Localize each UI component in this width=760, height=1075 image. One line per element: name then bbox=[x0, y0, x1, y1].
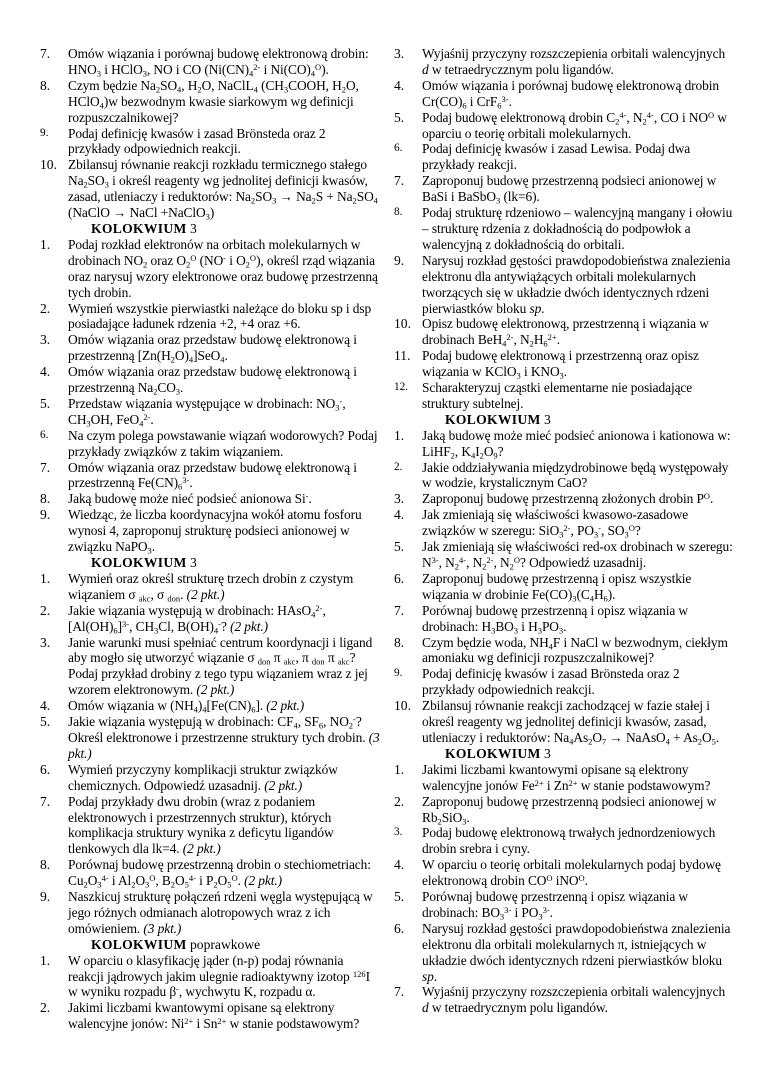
question-text: Wyjaśnij przyczyny rozszczepienia orbitali walencyjnych d w tetraedrycznym polu ligandów. bbox=[422, 984, 726, 1016]
question-item bbox=[394, 110, 734, 142]
question-text: Omów wiązania oraz przedstaw budowę elektronową i przestrzenną $Fe(CN)_6^{3-}$. bbox=[68, 459, 357, 492]
question-number: 1. bbox=[40, 236, 51, 252]
question-item bbox=[40, 126, 380, 158]
question-text: Porównaj budowę przestrzenną i opisz wiązania w drobinach: $BO_3^{3-}$ i $PO_3^{3-}$. bbox=[422, 889, 688, 922]
question-item bbox=[40, 428, 380, 460]
question-item bbox=[394, 380, 734, 412]
question-text: Porównaj budowę przestrzenną drobin o stechiometriach: $Cu_2O_3^{4-}$ i $Al_2O_3^O$, $B_2O_5^{4-}$ i $P_2O_5^O$. (2 pkt.) bbox=[68, 857, 371, 890]
question-text: Omów wiązania w $(NH_4)_4[Fe(CN)_6]$. (2 pkt.) bbox=[68, 698, 305, 715]
question-item bbox=[40, 396, 380, 428]
question-number: 1. bbox=[40, 952, 51, 968]
question-text: Jakimi liczbami kwantowymi opisane są elektrony walencyjne jonów: $Ni^{2+}$ i $Sn^{2+}$ w stanie podstawowym? bbox=[68, 1000, 360, 1032]
section-heading-bold: KOLOKWIUM bbox=[91, 555, 187, 570]
question-text: W oparciu o klasyfikację jąder (n-p) podaj równania reakcji jądrowych jakim ulegnie radioaktywny izotop $^{126}$I w wyniku rozpadu β-, wychwytu K, rozpadu α. bbox=[68, 952, 370, 1000]
question-text: Podaj budowę elektronową drobin $C_2^{4-}$, $N_2^{4-}$, CO i $NO^O$ w oparciu o teorię orbitali molekularnych. bbox=[422, 109, 727, 141]
question-number: 7. bbox=[40, 793, 51, 809]
question-number: 6. bbox=[394, 570, 405, 586]
section-heading-bold: KOLOKWIUM bbox=[91, 220, 187, 236]
question-text: Jakie wiązania występują w drobinach: HAsO$_4^{2-}$, $[Al(OH)_6]^{3-}$, $CH_3Cl$, $B(OH)_4^-$? (2 pkt.) bbox=[68, 602, 326, 636]
question-number: 9. bbox=[40, 126, 49, 139]
question-text: W oparciu o teorię orbitali molekularnych podaj bydowę elektronową drobin $CO^O$ iNO$^O$. bbox=[422, 857, 721, 889]
question-text: Jaką budowę może nieć podsieć anionowa Si-. bbox=[68, 491, 312, 507]
question-number: 11. bbox=[394, 348, 411, 364]
question-text: Zbilansuj równanie reakcji zachodzącej w fazie stałej i określ reagenty wg jednolitej definicji kwasów, zasad, utleniaczy i reduktorów: $Na_4As_2O_7$ → NaAsO$_4$ + $As_2O_5$. bbox=[422, 698, 720, 747]
question-item bbox=[40, 698, 380, 714]
question-number: 10. bbox=[40, 157, 57, 173]
question-number: 1. bbox=[394, 427, 405, 443]
question-number: 8. bbox=[394, 206, 403, 219]
section-heading bbox=[394, 412, 734, 428]
question-text: Jaką budowę może mieć podsieć anionowa i kationowa w: LiHF$_2$, $K_4I_2O_9$? bbox=[422, 427, 731, 461]
question-item bbox=[40, 714, 380, 762]
question-item bbox=[40, 46, 380, 78]
question-text: Wiedząc, że liczba koordynacyjna wokół atomu fosforu wynosi 4, zaproponuj strukturę podsieci anionowej w związku NaPO$_3$. bbox=[68, 507, 362, 556]
section-heading-suffix: 3 bbox=[186, 220, 197, 236]
question-text: Omów wiązania oraz przedstaw budowę elektronową i przestrzenną $[Zn(H_2O)_4]SeO_4$. bbox=[68, 332, 357, 365]
question-number: 8. bbox=[40, 77, 51, 93]
question-item bbox=[394, 507, 734, 539]
question-item bbox=[394, 428, 734, 460]
question-text: Zaproponuj budowę przestrzenną złożonych drobin $P^O$. bbox=[422, 491, 714, 507]
question-item bbox=[394, 825, 734, 857]
question-text: Jakie wiązania występują w drobinach: $CF_4$, $SF_6$, $NO_2^-$? Określ elektronowe i przestrzenne struktury tych drobin. (3 pkt.) bbox=[68, 714, 380, 761]
question-item bbox=[40, 1000, 380, 1032]
question-number: 8. bbox=[394, 634, 405, 650]
question-text: Czym będzie $Na_2SO_4$, $H_2O$, NaClL$_4$ ($CH_3COOH$, $H_2O$, HClO$_4$)w bezwodnym kwasie siarkowym wg definicji rozpuszczalnikowej? bbox=[68, 77, 359, 125]
question-number: 8. bbox=[40, 857, 51, 873]
question-text: Jak zmieniają się właściwości red-ox drobinach w szeregu: $N^{3-}$, $N_2^{4-}$, $N_2^{2-}$, $N_2^O$? Odpowiedź uzasadnij. bbox=[422, 539, 733, 572]
question-text: Narysuj rozkład gęstości prawdopodobieństwa znalezienia elektronu dla antywiążących orbitali molekularnych tworzących się w układzie dwóch identycznych rdzeni pierwiastków bloku sp. bbox=[422, 252, 731, 316]
question-number: 4. bbox=[40, 364, 51, 380]
question-text: Porównaj budowę przestrzenną i opisz wiązania w drobinach: $H_3BO_3$ i $H_3PO_3$. bbox=[422, 602, 688, 636]
question-text: Scharakteryzuj cząstki elementarne nie posiadające struktury subtelnej. bbox=[422, 380, 693, 411]
section-heading-suffix: 3 bbox=[540, 411, 551, 427]
question-text: Podaj strukturę rdzeniowo – walencyjną mangany i ołowiu – strukturę rdzenia z dokładnością do podpowłok a walencyjną z dokładnością do orbitali. bbox=[422, 205, 733, 252]
question-text: Opisz budowę elektronową, przestrzenną i wiązania w drobinach BeH$_4^{2-}$, $N_2H_6^{2+}$. bbox=[422, 316, 709, 349]
question-item bbox=[40, 889, 380, 937]
question-item bbox=[394, 253, 734, 317]
question-item bbox=[394, 698, 734, 746]
question-item bbox=[40, 507, 380, 555]
question-text: Wymień wszystkie pierwiastki należące do bloku sp i dsp posiadające ładunek rdzenia +2, +4 oraz +6. bbox=[68, 300, 372, 332]
left-column bbox=[40, 46, 380, 1032]
question-text: Zaproponuj budowę przestrzenną podsieci anionowej w BaSi i BaSbO$_3$ (lk=6). bbox=[422, 173, 717, 206]
question-text: Jakimi liczbami kwantowymi opisane są elektrony walencyjne jonów $Fe^{2+}$ i $Zn^{2+}$ w stanie podstawowym? bbox=[422, 761, 711, 793]
section-heading-suffix: 3 bbox=[540, 745, 551, 761]
question-item bbox=[394, 316, 734, 348]
question-item bbox=[394, 762, 734, 794]
question-number: 7. bbox=[394, 984, 405, 1000]
question-number: 5. bbox=[40, 714, 51, 730]
question-item bbox=[40, 635, 380, 699]
question-number: 3. bbox=[394, 826, 403, 839]
question-number: 2. bbox=[394, 793, 405, 809]
question-number: 7. bbox=[394, 602, 405, 618]
question-item bbox=[394, 666, 734, 698]
question-number: 4. bbox=[394, 77, 405, 93]
question-item bbox=[394, 173, 734, 205]
question-text: Zaproponuj budowę przestrzenną podsieci anionowej w $Rb_2SiO_3$. bbox=[422, 793, 717, 826]
question-text: Jak zmieniają się właściwości kwasowo-zasadowe związków w szeregu: SiO$_3^{2-}$, $PO_3^-$, $SO_3^O$? bbox=[422, 507, 689, 540]
question-number: 7. bbox=[40, 459, 51, 475]
section-heading bbox=[394, 746, 734, 762]
question-item bbox=[40, 364, 380, 396]
question-item bbox=[40, 460, 380, 492]
question-item bbox=[40, 762, 380, 794]
question-number: 5. bbox=[394, 889, 405, 905]
question-item bbox=[40, 603, 380, 635]
question-number: 6. bbox=[394, 920, 405, 936]
question-text: Wymień przyczyny komplikacji struktur związków chemicznych. Odpowiedź uzasadnij. (2 pkt.) bbox=[68, 761, 338, 793]
question-text: Zbilansuj równanie reakcji rozkładu termicznego stałego $Na_2SO_3$ i określ reagenty wg jednolitej definicji kwasów, zasad, utleniaczy i reduktorów: $Na_2SO_3 \to Na_2S + Na_2SO_4$ (NaClO → NaCl +NaClO$_3$) bbox=[68, 157, 378, 222]
question-number: 1. bbox=[40, 570, 51, 586]
question-item bbox=[394, 539, 734, 571]
question-text: Zaproponuj budowę przestrzenną i opisz wszystkie wiązania w drobinie $Fe(CO)_3(C_4H_6)$. bbox=[422, 570, 692, 604]
question-text: Janie warunki musi spełniać centrum koordynacji i ligand aby mogło się utworzyć wiązanie σ $_{don}$ π $_{akc}$, π $_{don}$ π $_{akc}$? Podaj przykład drobiny z tego typu wiązaniem wraz z jej wzorem elektronowym. (2 pkt.) bbox=[68, 634, 373, 698]
question-number: 3. bbox=[394, 46, 405, 61]
section-heading-suffix: poprawkowe bbox=[186, 936, 261, 952]
right-column bbox=[394, 46, 734, 1032]
question-number: 7. bbox=[394, 173, 405, 189]
question-item bbox=[40, 157, 380, 221]
question-item bbox=[40, 237, 380, 301]
question-item bbox=[394, 571, 734, 603]
question-item bbox=[394, 921, 734, 985]
question-item bbox=[40, 491, 380, 507]
question-number: 3. bbox=[394, 491, 405, 507]
question-item bbox=[394, 984, 734, 1016]
section-heading-bold: KOLOKWIUM bbox=[91, 936, 187, 952]
question-text: Omów wiązania i porównaj budowę elektronową drobin: $HNO_3$ i HClO$_3$, NO i CO ($Ni(CN)_4^{2-}$ i $Ni(CO)_4^O$). bbox=[68, 46, 369, 79]
question-item bbox=[394, 491, 734, 507]
section-heading-bold: KOLOKWIUM bbox=[445, 745, 541, 761]
question-number: 3. bbox=[40, 634, 51, 650]
question-item bbox=[40, 794, 380, 858]
question-number: 4. bbox=[394, 507, 405, 523]
question-number: 6. bbox=[40, 428, 49, 441]
question-item bbox=[394, 78, 734, 110]
question-number: 4. bbox=[40, 698, 51, 714]
question-item bbox=[394, 205, 734, 253]
question-number: 12. bbox=[394, 381, 409, 394]
question-text: Naszkicuj strukturę połączeń rdzeni węgla występującą w jego różnych odmianach alotropowych wraz z ich omówieniem. (3 pkt.) bbox=[68, 889, 373, 936]
question-number: 3. bbox=[40, 332, 51, 348]
question-text: Podaj budowę elektronową trwałych jednordzeniowych drobin srebra i cyny. bbox=[422, 825, 716, 857]
section-heading bbox=[40, 555, 380, 571]
question-number: 9. bbox=[40, 889, 51, 905]
question-number: 2. bbox=[394, 460, 403, 473]
question-item bbox=[40, 857, 380, 889]
question-number: 5. bbox=[40, 395, 51, 411]
question-item bbox=[394, 635, 734, 667]
section-heading-suffix: 3 bbox=[186, 555, 197, 570]
question-number: 6. bbox=[394, 142, 403, 155]
question-text: Na czym polega powstawanie wiązań wodorowych? Podaj przykłady związków z takim wiązaniem. bbox=[68, 427, 378, 459]
question-text: Podaj przykłady dwu drobin (wraz z podaniem elektronowych i przestrzennych struktur), których komplikacja struktury wynika z deficytu ligandów tlenkowych dla lk=4. (2 pkt.) bbox=[68, 793, 334, 857]
section-heading-bold: KOLOKWIUM bbox=[445, 411, 541, 427]
question-text: Wymień oraz określ strukturę trzech drobin z czystym wiązaniem σ $_{akc}$, σ $_{don}$. (2 pkt.) bbox=[68, 570, 354, 604]
question-number: 4. bbox=[394, 857, 405, 873]
question-text: Podaj rozkład elektronów na orbitach molekularnych w drobinach $NO_2$ oraz $O_2^O$ (NO- i $O_2^O$), określ rząd wiązania oraz narysuj wzory elektronowe oraz budowę przestrzenną tych drobin. bbox=[68, 236, 378, 300]
question-text: Podaj definicję kwasów i zasad Brönsteda oraz 2 przykłady odpowiednich reakcji. bbox=[422, 666, 680, 698]
question-text: Podaj definicję kwasów i zasad Brönsteda oraz 2 przykłady odpowiednich reakcji. bbox=[68, 125, 326, 157]
question-item bbox=[40, 332, 380, 364]
question-text: Jakie oddziaływania międzydrobinowe będą występowały w wodzie, krystalicznym CaO? bbox=[422, 459, 729, 491]
question-item bbox=[394, 141, 734, 173]
question-item bbox=[394, 794, 734, 826]
question-item bbox=[40, 571, 380, 603]
question-number: 2. bbox=[40, 300, 51, 316]
question-item bbox=[394, 857, 734, 889]
question-number: 5. bbox=[394, 109, 405, 125]
question-number: 2. bbox=[40, 1000, 51, 1016]
question-item bbox=[394, 348, 734, 380]
question-text: Wyjaśnij przyczyny rozszczepienia orbitali walencyjnych d w tetraedryczznym polu ligandów. bbox=[422, 46, 726, 77]
section-heading bbox=[40, 221, 380, 237]
question-item bbox=[40, 301, 380, 333]
question-text: Podaj budowę elektronową i przestrzenną oraz opisz wiązania w KClO$_3$ i $KNO_3$. bbox=[422, 348, 699, 381]
question-number: 1. bbox=[394, 761, 405, 777]
question-text: Omów wiązania i porównaj budowę elektronową drobin $Cr(CO)_6$ i CrF$_6^{3-}$. bbox=[422, 77, 719, 111]
question-item bbox=[394, 46, 734, 78]
question-number: 2. bbox=[40, 602, 51, 618]
question-number: 5. bbox=[394, 539, 405, 555]
question-text: Przedstaw wiązania występujące w drobinach: $NO_3^-$, $CH_3OH$, FeO$_4^{2-}$. bbox=[68, 395, 346, 429]
question-text: Narysuj rozkład gęstości prawdopodobieństwa znalezienia elektronu dla orbitali molekularnych π, istniejących w układzie dwóch identycznych rdzeni pierwiastków bloku sp. bbox=[422, 920, 731, 984]
question-text: Czym będzie woda, $NH_4F$ i NaCl w bezwodnym, ciekłym amoniaku wg definicji rozpuszczalnikowej? bbox=[422, 634, 728, 666]
question-number: 7. bbox=[40, 46, 51, 61]
question-number: 9. bbox=[394, 252, 405, 268]
question-item bbox=[394, 460, 734, 492]
question-item bbox=[40, 953, 380, 1001]
question-item bbox=[40, 78, 380, 126]
question-number: 9. bbox=[40, 507, 51, 523]
question-number: 6. bbox=[40, 761, 51, 777]
question-text: Podaj definicję kwasów i zasad Lewisa. Podaj dwa przykłady reakcji. bbox=[422, 141, 691, 173]
question-number: 10. bbox=[394, 316, 411, 332]
question-item bbox=[394, 603, 734, 635]
question-item bbox=[394, 889, 734, 921]
question-number: 9. bbox=[394, 667, 403, 680]
question-text: Omów wiązania oraz przedstaw budowę elektronową i przestrzenną $Na_2CO_3$. bbox=[68, 364, 357, 397]
question-number: 10. bbox=[394, 698, 411, 714]
section-heading bbox=[40, 937, 380, 953]
question-number: 8. bbox=[40, 491, 51, 507]
